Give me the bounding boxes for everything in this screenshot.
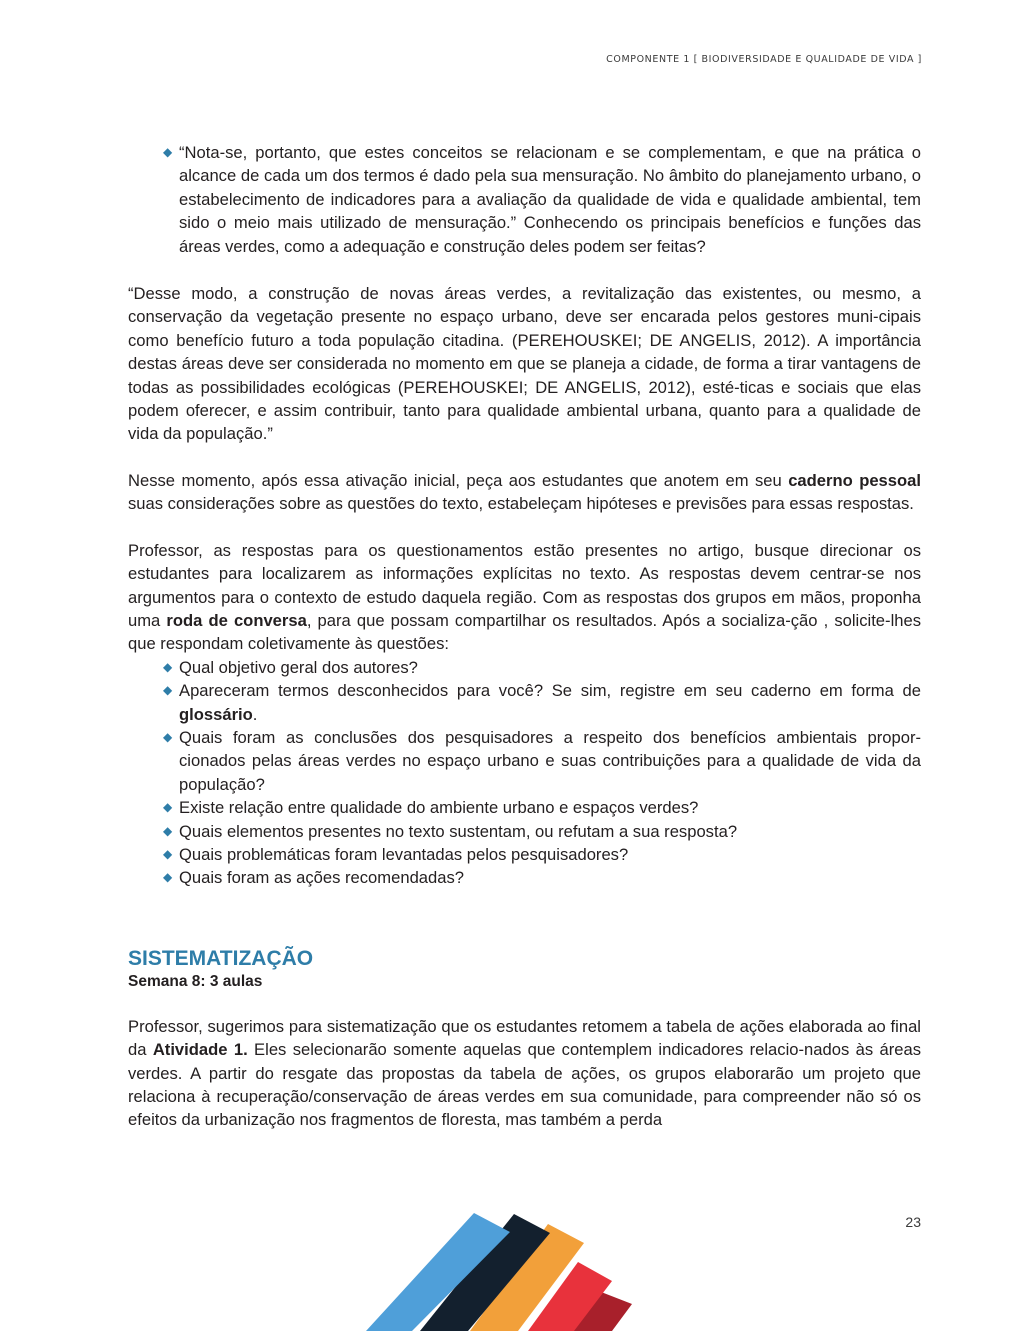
question-text: Apareceram termos desconhecidos para você? Se sim, registre em seu caderno em forma de bbox=[179, 681, 921, 701]
paragraph-text: Professor, sugerimos para sistematização que os estudantes retomem a tabela de ações elaborada ao final da bbox=[128, 1016, 921, 1060]
bullet-icon: ◆ bbox=[163, 800, 173, 815]
question-text: Qual objetivo geral dos autores? bbox=[179, 657, 418, 677]
bullet-icon: ◆ bbox=[163, 145, 173, 159]
bold-term: glossário bbox=[179, 704, 253, 724]
question-text: . bbox=[252, 704, 258, 724]
bullet-icon: ◆ bbox=[163, 823, 173, 838]
bold-term: roda de conversa bbox=[166, 610, 307, 630]
bold-term: Atividade 1. bbox=[152, 1040, 248, 1060]
question-text: Quais foram as ações recomendadas? bbox=[179, 868, 465, 888]
bullet-icon: ◆ bbox=[163, 659, 173, 674]
paragraph-text: Eles selecionarão somente aquelas que contemplem indicadores relacio-nados às áreas verdes. A partir do resgate das propostas da tabela de ações, os grupos elaborarão um projeto que relaciona à recuperação/conservação de áreas verdes em sua comunidade, para compreender não só os efeitos da urbanização nos fragmentos de floresta, mas também a perda bbox=[128, 1040, 921, 1130]
page-number: 23 bbox=[905, 1214, 921, 1230]
section-title: SISTEMATIZAÇÃO bbox=[128, 946, 314, 970]
paragraph-text: suas considerações sobre as questões do texto, estabeleçam hipóteses e previsões para essas respostas. bbox=[128, 494, 914, 514]
bullet-icon: ◆ bbox=[163, 729, 173, 744]
question-text: Quais foram as conclusões dos pesquisadores a respeito dos benefícios ambientais propor-cionados pelas áreas verdes no espaço urbano e suas contribuições para a qualidade de vida da população? bbox=[179, 727, 921, 794]
bullet-icon: ◆ bbox=[163, 683, 173, 698]
paragraph-text: , para que possam compartilhar os resultados. Após a socializa-ção , solicite-lhes que respondam coletivamente às questões: bbox=[128, 610, 922, 654]
bullet-icon: ◆ bbox=[163, 846, 173, 861]
bold-term: caderno pessoal bbox=[788, 470, 921, 490]
quote-paragraph: “Desse modo, a construção de novas áreas verdes, a revitalização das existentes, ou mesmo, a conservação da vegetação presente no espaço urbano, deve ser encarada pelos gestores muni-cipais como benefício futuro a toda população citadina. (PEREHOUSKEI; DE ANGELIS, 2012). A importância destas áreas deve ser considerada no momento em que se planeja a cidade, de forma a tirar vantagens de todas as possibilidades ecológicas (PEREHOUSKEI; DE ANGELIS, 2012), esté-ticas e sociais que elas podem oferecer, e assim contribuir, tanto para qualidade ambiental urbana, quanto para a qualidade de vida da população.” bbox=[128, 284, 921, 444]
paragraph-text: Professor, as respostas para os questionamentos estão presentes no artigo, busque direcionar os estudantes para localizarem as informações explícitas no texto. As respostas devem centrar-se nos argumentos para o contexto de estudo daquela região. Com as respostas dos grupos em mãos, proponha uma bbox=[128, 540, 921, 630]
intro-bullet-text: “Nota-se, portanto, que estes conceitos se relacionam e se complementam, e que na prática o alcance de cada um dos termos é dado pela sua mensuração. No âmbito do planejamento urbano, o estabelecimento de indicadores para a avaliação da qualidade de vida e qualidade ambiental, tem sido o meio mais utilizado de mensuração.” Conhecendo os principais benefícios e funções das áreas verdes, como a adequação e construção deles podem ser feitas? bbox=[179, 143, 921, 256]
question-text: Quais problemáticas foram levantadas pelos pesquisadores? bbox=[179, 844, 629, 864]
question-text: Existe relação entre qualidade do ambiente urbano e espaços verdes? bbox=[179, 798, 699, 818]
section-subtitle: Semana 8: 3 aulas bbox=[128, 972, 263, 990]
question-text: Quais elementos presentes no texto sustentam, ou refutam a sua resposta? bbox=[179, 821, 738, 841]
running-header: COMPONENTE 1 [ BIODIVERSIDADE E QUALIDADE DE VIDA ] bbox=[606, 54, 922, 65]
paragraph-text: Nesse momento, após essa ativação inicial, peça aos estudantes que anotem em seu bbox=[128, 470, 789, 490]
bullet-icon: ◆ bbox=[163, 870, 173, 885]
